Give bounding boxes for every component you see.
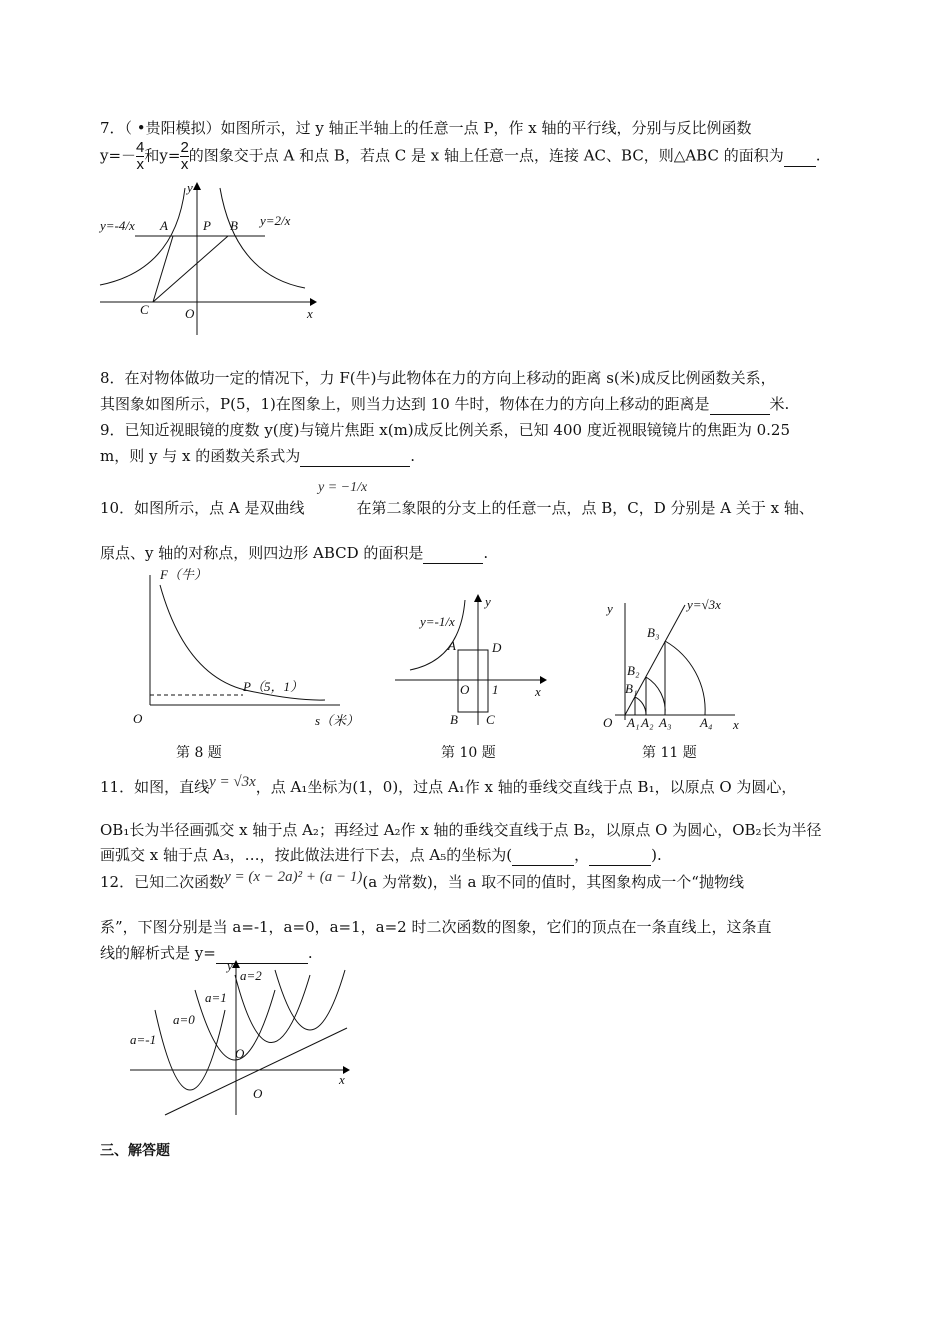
svg-text:P（5，1）: P（5，1） — [243, 679, 303, 694]
svg-text:A: A — [448, 638, 456, 653]
svg-text:A₁: A₁ — [627, 715, 640, 730]
svg-text:F（牛）: F（牛） — [160, 567, 207, 582]
q11-text: 画弧交 x 轴于点 A₃，…，按此做法进行下去，点 A₅的坐标为( — [100, 846, 513, 864]
q10-text: 10．如图所示，点 A 是双曲线 — [100, 499, 305, 517]
svg-text:y=-1/x: y=-1/x — [420, 614, 455, 629]
answer-blank[interactable] — [784, 146, 816, 167]
svg-text:x: x — [733, 717, 739, 732]
svg-text:y=√3x: y=√3x — [687, 597, 721, 612]
caption-fig11: 第 11 题 — [642, 745, 697, 761]
q8-line2 — [100, 394, 789, 415]
q7-text: 的图象交于点 A 和点 B，若点 C 是 x 轴上任意一点，连接 AC、BC，则△ABC 的面积为 — [188, 146, 784, 165]
fig11 — [595, 595, 745, 735]
svg-text:y: y — [187, 180, 193, 195]
svg-text:y: y — [485, 594, 491, 609]
svg-text:A₃: A₃ — [659, 715, 672, 730]
period: . — [410, 447, 416, 465]
svg-text:x: x — [535, 684, 541, 699]
q11-text: ，点 A₁坐标为(1，0)，过点 A₁作 x 轴的垂线交直线于点 B₁，以原点 O 为圆心， — [255, 778, 797, 796]
svg-text:A₄: A₄ — [700, 715, 713, 730]
svg-text:O: O — [460, 682, 470, 697]
section-heading: 三、解答题 — [100, 1143, 170, 1159]
svg-text:A₂: A₂ — [641, 715, 654, 730]
svg-text:B₂: B₂ — [627, 663, 640, 678]
answer-blank-y[interactable] — [589, 845, 651, 866]
q11-line1 — [100, 774, 797, 798]
q11-text: 11．如图，直线 — [100, 778, 210, 796]
fraction: $\frac{4}{x}$ — [136, 139, 145, 173]
period: . — [483, 544, 489, 562]
period: . — [815, 146, 821, 165]
q8-text: 其图象如图所示，P(5，1)在图象上，则当力达到 10 牛时，物体在力的方向上移动的距离是 — [100, 395, 710, 413]
svg-text:a=1: a=1 — [205, 990, 227, 1005]
q9-line1: 9．已知近视眼镜的度数 y(度)与镜片焦距 x(m)成反比例关系，已知 400 度近视眼镜镜片的焦距为 0.25 — [100, 421, 790, 439]
fig10 — [390, 590, 560, 730]
svg-text:y: y — [607, 601, 613, 616]
fraction: $\frac{2}{x}$ — [180, 139, 189, 173]
answer-blank[interactable] — [423, 543, 483, 564]
q10-line1 — [100, 498, 814, 518]
svg-text:D: D — [492, 640, 502, 655]
svg-text:O: O — [133, 711, 143, 726]
svg-text:a=2: a=2 — [240, 968, 262, 983]
q7-line1: 7．（ •贵阳模拟）如图所示，过 y 轴正半轴上的任意一点 P，作 x 轴的平行线，分别与反比例函数 — [100, 119, 752, 137]
svg-text:B₃: B₃ — [647, 625, 660, 640]
q10-line2 — [100, 543, 488, 564]
svg-text:s（米）: s（米） — [315, 713, 360, 728]
comma: ， — [574, 846, 590, 864]
svg-text:C: C — [140, 302, 149, 317]
formula-text: 和y= — [144, 146, 181, 165]
svg-text:B: B — [230, 218, 238, 233]
svg-text:P: P — [203, 218, 211, 233]
svg-text:y=-4/x: y=-4/x — [100, 218, 135, 233]
q8-line1: 8．在对物体做功一定的情况下，力 F(牛)与此物体在力的方向上移动的距离 s(米)成反比例函数关系， — [100, 369, 776, 387]
fig8 — [125, 565, 365, 735]
formula-text: y=－ — [100, 146, 137, 165]
svg-text:a=-1: a=-1 — [130, 1032, 157, 1047]
q7-line2 — [100, 140, 821, 173]
q12-figure — [125, 960, 355, 1120]
q9-text: m，则 y 与 x 的函数关系式为 — [100, 447, 301, 465]
caption-fig8: 第 8 题 — [176, 745, 222, 761]
svg-text:A: A — [160, 218, 168, 233]
unit: 米. — [769, 395, 790, 413]
svg-text:O: O — [253, 1086, 263, 1101]
svg-text:B₁: B₁ — [625, 681, 638, 696]
svg-text:y=2/x: y=2/x — [260, 213, 291, 228]
q11-line2: OB₁长为半径画弧交 x 轴于点 A₂；再经过 A₂作 x 轴的垂线交直线于点 B₂，以原点 O 为圆心，OB₂长为半径 — [100, 821, 822, 839]
answer-blank[interactable] — [300, 446, 410, 467]
period: ). — [651, 846, 662, 864]
q10-text: 原点、y 轴的对称点，则四边形 ABCD 的面积是 — [100, 544, 424, 562]
svg-text:B: B — [450, 712, 458, 727]
svg-text:x: x — [307, 306, 313, 321]
svg-text:O: O — [185, 306, 195, 321]
q12-text: 线的解析式是 y= — [100, 944, 216, 962]
svg-text:O: O — [603, 715, 613, 730]
q12-text: (a 为常数)，当 a 取不同的值时，其图象构成一个“抛物线 — [362, 873, 744, 891]
answer-blank[interactable] — [710, 394, 770, 415]
svg-text:y: y — [227, 960, 233, 973]
svg-text:C: C — [486, 712, 495, 727]
q11-formula: y = √3x — [209, 774, 256, 790]
svg-text:a=0: a=0 — [173, 1012, 195, 1027]
q12-text: 12．已知二次函数 — [100, 873, 225, 891]
answer-blank-x[interactable] — [512, 845, 574, 866]
caption-fig10: 第 10 题 — [441, 745, 496, 761]
q10-formula: y = −1/x — [318, 480, 368, 495]
q12-line2: 系”，下图分别是当 a=-1，a=0，a=1，a=2 时二次函数的图象，它们的顶点在一条直线上，这条直 — [100, 918, 772, 936]
q9-line2 — [100, 446, 415, 467]
q10-text: 在第二象限的分支上的任意一点，点 B，C，D 分别是 A 关于 x 轴、 — [356, 499, 814, 517]
svg-text:1: 1 — [492, 682, 499, 697]
q7-figure — [95, 180, 325, 340]
q12-formula: y = (x − 2a)² + (a − 1) — [224, 869, 363, 885]
q11-line3 — [100, 845, 662, 866]
svg-text:O: O — [235, 1046, 245, 1061]
period: . — [307, 944, 313, 962]
svg-text:x: x — [339, 1072, 345, 1087]
q12-line1 — [100, 869, 744, 893]
